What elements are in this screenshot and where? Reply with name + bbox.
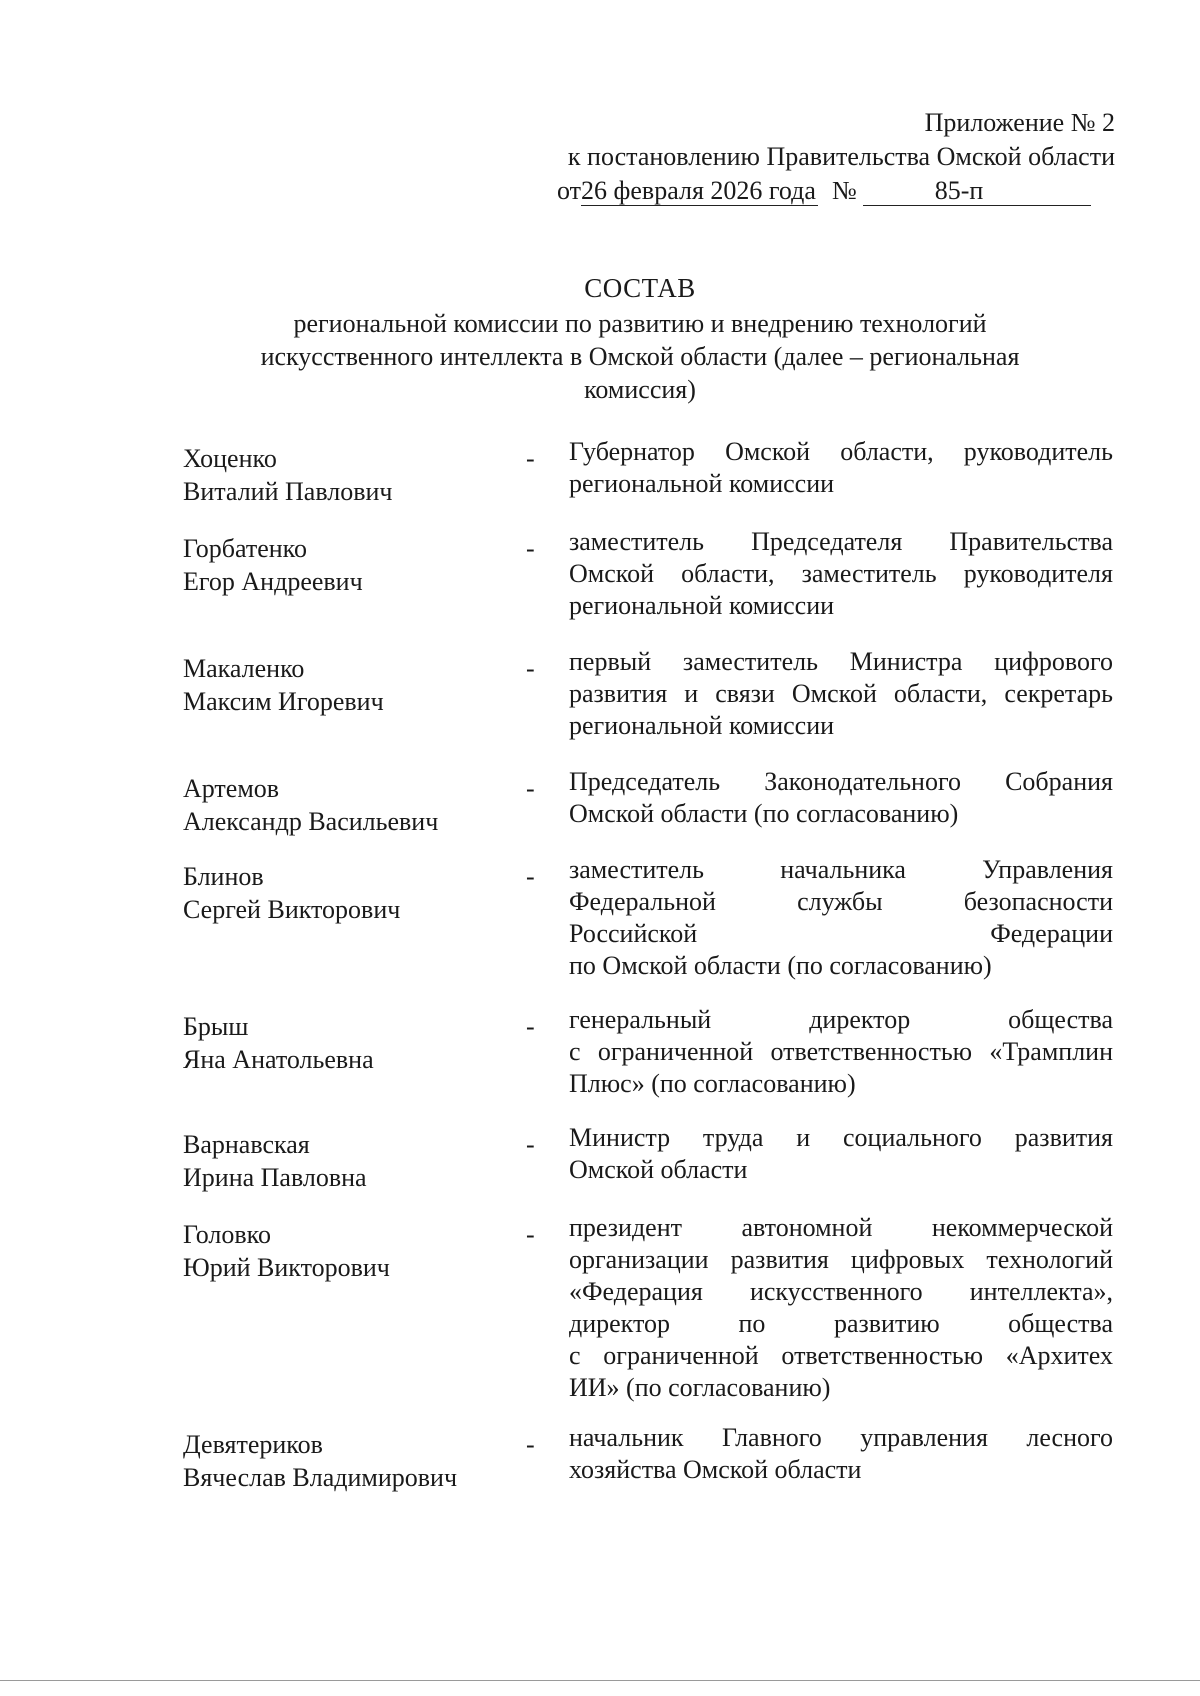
role-line: региональной комиссии: [569, 469, 835, 498]
member-role: [569, 646, 1113, 742]
document-title: СОСТАВ: [584, 273, 696, 303]
role-line: развития и связи Омской области, секретарь: [569, 679, 1113, 708]
member-role: [569, 526, 1113, 622]
role-line: президент автономной некоммерческой: [569, 1213, 1113, 1242]
role-line: Федеральной службы безопасности: [569, 887, 1113, 916]
role-line: Омской области, заместитель руководителя: [569, 559, 1113, 588]
member-dash: -: [526, 1220, 535, 1249]
decree-number: 85-п: [863, 177, 1091, 206]
member-name: [183, 652, 503, 718]
member-given-names: Виталий Павлович: [183, 477, 393, 506]
member-surname: Макаленко: [183, 654, 305, 683]
role-line: первый заместитель Министра цифрового: [569, 647, 1113, 676]
member-name: [183, 442, 503, 508]
member-dash: -: [526, 1430, 535, 1459]
member-given-names: Юрий Викторович: [183, 1253, 390, 1282]
role-line: по Омской области (по согласованию): [569, 951, 992, 980]
member-dash: -: [526, 862, 535, 891]
role-line: организации развития цифровых технологий: [569, 1245, 1113, 1274]
member-given-names: Максим Игоревич: [183, 687, 384, 716]
annex-number: Приложение № 2: [924, 108, 1115, 137]
role-line: хозяйства Омской области: [569, 1455, 862, 1484]
member-surname: Хоценко: [183, 444, 277, 473]
decree-reference: к постановлению Правительства Омской области: [567, 142, 1115, 171]
member-dash: -: [526, 654, 535, 683]
member-dash: -: [526, 444, 535, 473]
member-given-names: Сергей Викторович: [183, 895, 401, 924]
role-line: генеральный директор общества: [569, 1005, 1113, 1034]
member-role: [569, 854, 1113, 982]
member-name: [183, 860, 503, 926]
role-line: Министр труда и социального развития: [569, 1123, 1113, 1152]
role-line: с ограниченной ответственностью «Архитех: [569, 1341, 1113, 1370]
member-surname: Брыш: [183, 1012, 249, 1041]
member-given-names: Вячеслав Владимирович: [183, 1463, 458, 1492]
member-name: [183, 1218, 503, 1284]
member-surname: Артемов: [183, 774, 280, 803]
member-name: [183, 772, 503, 838]
number-sign: №: [831, 176, 857, 205]
role-line: Плюс» (по согласованию): [569, 1069, 856, 1098]
role-line: ИИ» (по согласованию): [569, 1373, 831, 1402]
member-given-names: Александр Васильевич: [183, 807, 439, 836]
member-role: [569, 766, 1113, 830]
member-dash: -: [526, 1130, 535, 1159]
annex-header: [475, 106, 1115, 208]
role-line: «Федерация искусственного интеллекта»,: [569, 1277, 1113, 1306]
decree-date-line: [475, 174, 1115, 208]
member-role: [569, 1422, 1113, 1486]
member-role: [569, 1004, 1113, 1100]
role-line: заместитель начальника Управления: [569, 855, 1113, 884]
member-given-names: Ирина Павловна: [183, 1163, 367, 1192]
date-from-label: от: [557, 176, 582, 205]
member-dash: -: [526, 1012, 535, 1041]
title-block: [180, 272, 1100, 406]
role-line: Российской Федерации: [569, 919, 1113, 948]
member-surname: Горбатенко: [183, 534, 307, 563]
role-line: Губернатор Омской области, руководитель: [569, 437, 1113, 466]
member-surname: Девятериков: [183, 1430, 323, 1459]
member-role: [569, 1212, 1113, 1404]
member-given-names: Яна Анатольевна: [183, 1045, 374, 1074]
member-surname: Блинов: [183, 862, 264, 891]
member-given-names: Егор Андреевич: [183, 567, 363, 596]
member-role: [569, 1122, 1113, 1186]
member-name: [183, 532, 503, 598]
role-line: Председатель Законодательного Собрания: [569, 767, 1113, 796]
member-dash: -: [526, 534, 535, 563]
decree-date: 26 февраля 2026 года: [581, 176, 816, 205]
role-line: Омской области (по согласованию): [569, 799, 959, 828]
role-line: региональной комиссии: [569, 711, 835, 740]
member-name: [183, 1428, 503, 1494]
member-surname: Варнавская: [183, 1130, 310, 1159]
member-name: [183, 1010, 503, 1076]
member-name: [183, 1128, 503, 1194]
document-subtitle: региональной комиссии по развитию и внедрению технологий искусственного интеллекта в Омской области (далее – региональная комиссия): [260, 309, 1020, 404]
role-line: Омской области: [569, 1155, 748, 1184]
member-dash: -: [526, 774, 535, 803]
member-role: [569, 436, 1113, 500]
role-line: с ограниченной ответственностью «Трамплин: [569, 1037, 1113, 1066]
role-line: начальник Главного управления лесного: [569, 1423, 1113, 1452]
role-line: директор по развитию общества: [569, 1309, 1113, 1338]
member-surname: Головко: [183, 1220, 271, 1249]
role-line: заместитель Председателя Правительства: [569, 527, 1113, 556]
role-line: региональной комиссии: [569, 591, 835, 620]
bottom-scan-edge: [0, 1680, 1200, 1681]
